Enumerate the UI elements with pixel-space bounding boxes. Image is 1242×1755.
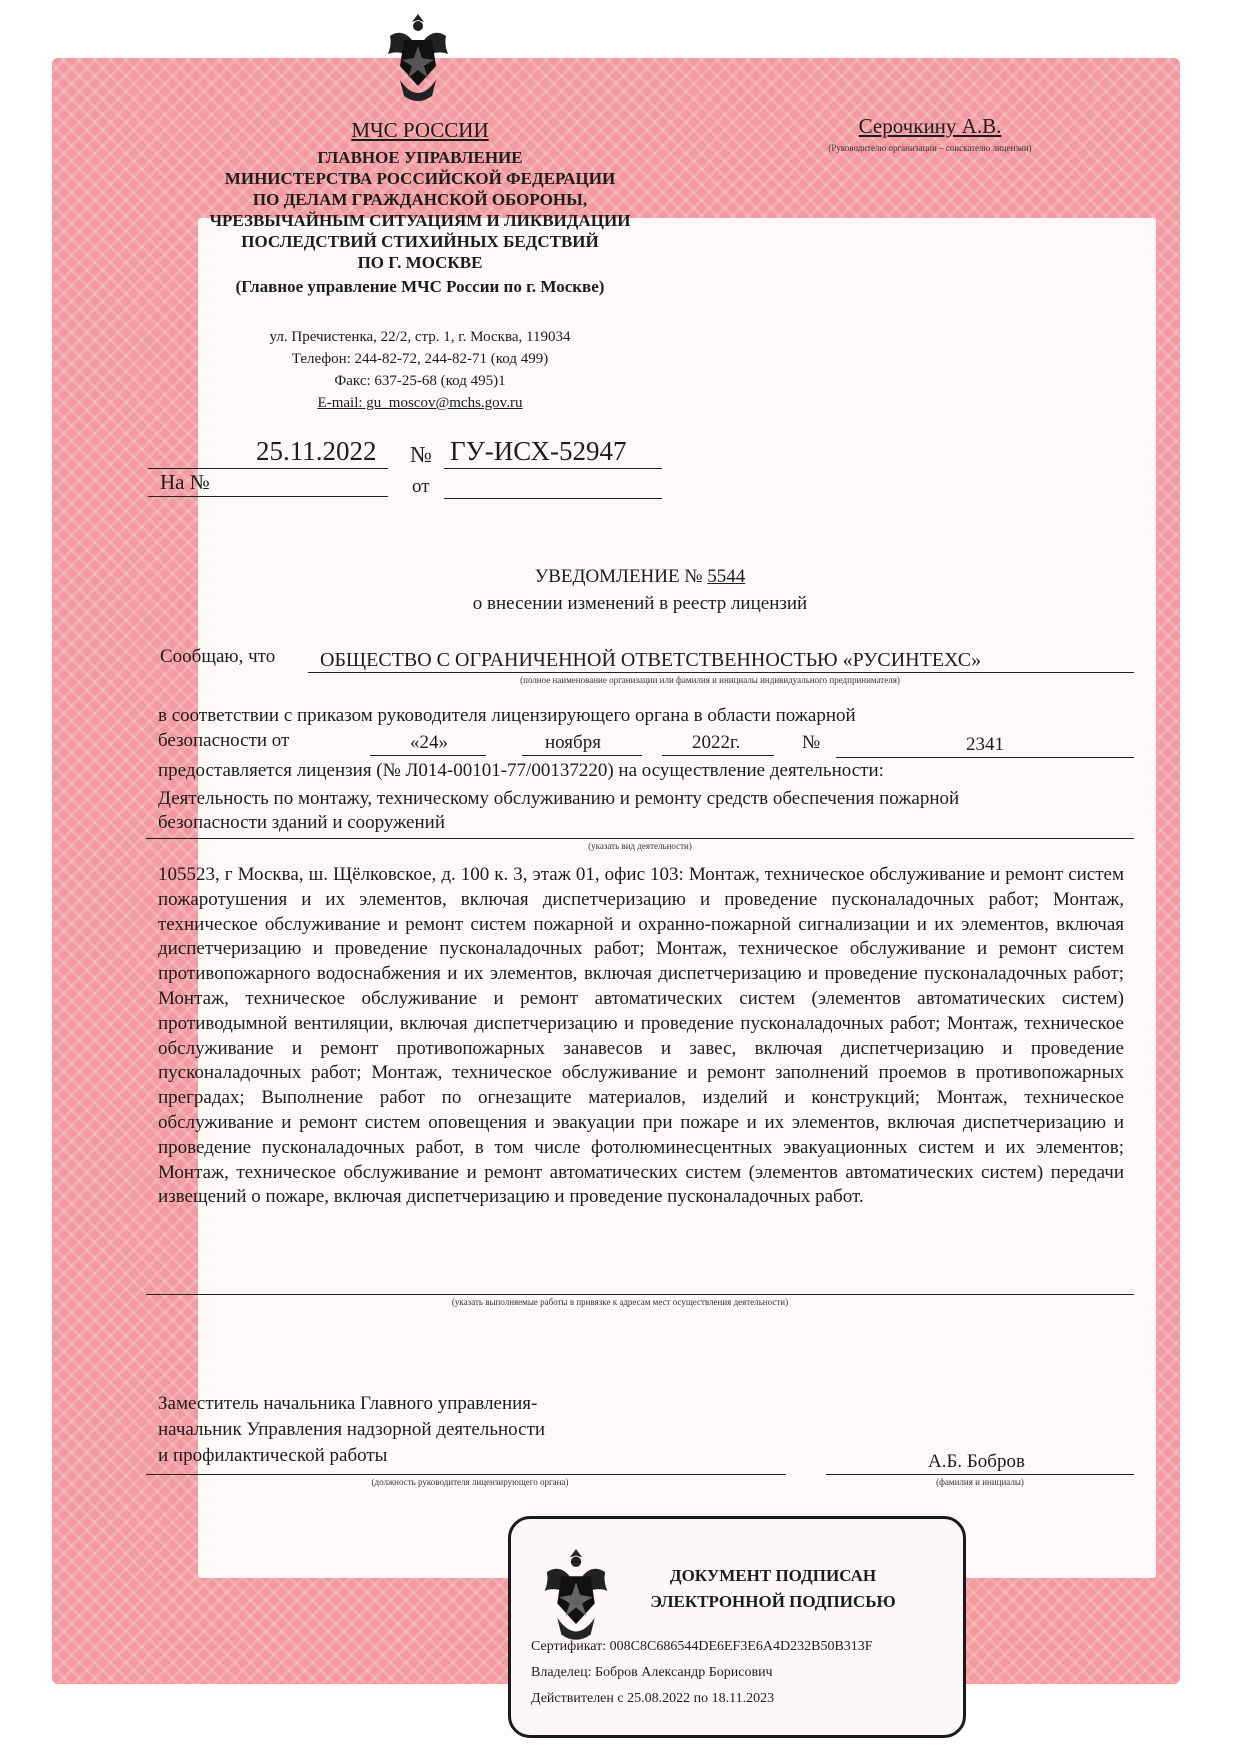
organization-caption: (полное наименование организации или фамилия и инициалы индивидуального предпринимателя): [520, 675, 900, 685]
order-number-underline: [836, 757, 1134, 758]
order-month: ноября: [545, 732, 601, 753]
in-reply-label: На №: [160, 470, 210, 494]
notice-title: [420, 565, 860, 589]
order-number-sign: №: [802, 732, 821, 753]
signatory-position-line: Заместитель начальника Главного управления-: [158, 1393, 538, 1414]
email: E-mail: gu_moscov@mchs.gov.ru: [317, 395, 523, 411]
header-title-line: ЧРЕЗВЫЧАЙНЫМ СИТУАЦИЯМ И ЛИКВИДАЦИИ: [209, 211, 631, 230]
notice-title-prefix: УВЕДОМЛЕНИЕ №: [534, 566, 703, 587]
order-year-underline: [662, 755, 774, 756]
activity-line-2: безопасности зданий и сооружений: [158, 812, 445, 833]
header-title-line: ГЛАВНОЕ УПРАВЛЕНИЕ: [317, 148, 523, 167]
stamp-title-line: ДОКУМЕНТ ПОДПИСАН: [669, 1566, 877, 1585]
signatory-position-line: и профилактической работы: [158, 1445, 388, 1466]
signatory-position: [158, 1391, 545, 1469]
from-underline: [444, 498, 662, 499]
order-line-1: в соответствии с приказом руководителя лицензирующего органа в области пожарной: [158, 705, 856, 726]
contact-block: [180, 326, 660, 414]
position-caption: (должность руководителя лицензирующего органа): [371, 1477, 569, 1487]
recipient-caption: (Руководителю организации – соискателю лицензии): [828, 143, 1032, 153]
order-year: 2022г.: [692, 732, 741, 753]
header-title-line: (Главное управление МЧС России по г. Москве): [235, 277, 605, 296]
notice-subtitle: о внесении изменений в реестр лицензий: [472, 593, 808, 614]
works-caption: (указать выполняемые работы в привязке к адресам мест осуществления деятельности): [451, 1297, 789, 1307]
date-underline: [148, 468, 388, 469]
phone: Телефон: 244-82-72, 244-82-71 (код 499): [291, 351, 549, 367]
signatory-name-underline: [826, 1474, 1134, 1475]
stamp-validity: Действителен с 25.08.2022 по 18.11.2023: [531, 1691, 775, 1706]
order-month-underline: [522, 755, 642, 756]
activity-line-1: Деятельность по монтажу, техническому обслуживанию и ремонту средств обеспечения пожарной: [158, 788, 960, 809]
from-label: от: [412, 476, 430, 497]
license-line: предоставляется лицензия (№ Л014-00101-77/00137220) на осуществление деятельности:: [158, 760, 884, 781]
stamp-title: [623, 1563, 923, 1615]
outgoing-date: 25.11.2022: [256, 436, 377, 466]
outgoing-number: ГУ-ИСХ-52947: [450, 436, 627, 466]
works-underline: [146, 1294, 1134, 1295]
mchs-emblem-icon: [380, 10, 456, 106]
in-reply-underline: [148, 496, 388, 497]
outgoing-number-sign: №: [410, 442, 432, 467]
header-title: [180, 147, 660, 297]
header-title-line: МИНИСТЕРСТВА РОССИЙСКОЙ ФЕДЕРАЦИИ: [224, 169, 616, 188]
stamp-certificate: Сертификат: 008C8C686544DE6EF3E6A4D232B50B313F: [531, 1639, 873, 1654]
stamp-title-line: ЭЛЕКТРОННОЙ ПОДПИСЬЮ: [650, 1592, 896, 1611]
report-label: Сообщаю, что: [160, 646, 276, 667]
fax: Факс: 637-25-68 (код 495)1: [334, 373, 506, 389]
order-number: 2341: [966, 734, 1004, 755]
activity-caption: (указать вид деятельности): [588, 841, 692, 851]
header-title-line: ПО Г. МОСКВЕ: [357, 253, 483, 272]
organization-name: ОБЩЕСТВО С ОГРАНИЧЕННОЙ ОТВЕТСТВЕННОСТЬЮ «РУСИНТЕХС»: [320, 649, 982, 671]
activity-underline: [146, 838, 1134, 839]
address: ул. Пречистенка, 22/2, стр. 1, г. Москва, 119034: [269, 329, 571, 345]
organization-underline: [308, 672, 1134, 673]
recipient-name: Серочкину А.В.: [858, 114, 1002, 138]
stamp-owner: Владелец: Бобров Александр Борисович: [531, 1665, 773, 1680]
position-underline: [146, 1474, 786, 1475]
number-underline: [444, 468, 662, 469]
stamp-emblem-icon: [535, 1545, 617, 1645]
signatory-name: А.Б. Бобров: [928, 1451, 1025, 1472]
signatory-position-line: начальник Управления надзорной деятельности: [158, 1419, 546, 1440]
order-day-underline: [370, 755, 486, 756]
notice-number: 5544: [707, 566, 746, 587]
header-title-line: ПО ДЕЛАМ ГРАЖДАНСКОЙ ОБОРОНЫ,: [252, 190, 588, 209]
e-signature-stamp: [508, 1516, 966, 1738]
header-title-line: ПОСЛЕДСТВИЙ СТИХИЙНЫХ БЕДСТВИЙ: [241, 232, 599, 251]
works-text: 105523, г Москва, ш. Щёлковское, д. 100 к. 3, этаж 01, офис 103: Монтаж, техническое обслуживание и ремонт систем пожаротушения и их элементов, включая диспетчеризацию и проведение пусконаладочных работ; Монтаж, техническое обслуживание и ремонт систем пожарной и охранно-пожарной сигнализации и их элементов, включая диспетчеризацию и проведение пусконаладочных работ; Монтаж, техническое обслуживание и ремонт систем противопожарного водоснабжения и их элементов, включая диспетчеризацию и проведение пусконаладочных работ; Монтаж, техническое обслуживание и ремонт автоматических систем (элементов автоматических систем) противодымной вентиляции, включая диспетчеризацию и проведение пусконаладочных работ; Монтаж, техническое обслуживание и ремонт противопожарных занавесов и завес, включая диспетчеризацию и проведение пусконаладочных работ; Монтаж, техническое обслуживание и ремонт заполнений проемов в противопожарных преградах; Выполнение работ по огнезащите материалов, изделий и конструкций; Монтаж, техническое обслуживание и ремонт систем оповещения и эвакуации при пожаре и их элементов, включая диспетчеризацию и проведение пусконаладочных работ, в том числе фотолюминесцентных эвакуационных систем и их элементов; Монтаж, техническое обслуживание и ремонт автоматических систем (элементов автоматических систем) передачи извещений о пожаре, включая диспетчеризацию и проведение пусконаладочных работ.: [158, 864, 1124, 1208]
order-day: «24»: [410, 732, 448, 753]
signatory-name-caption: (фамилия и инициалы): [936, 1477, 1024, 1487]
agency-name: МЧС РОССИИ: [351, 118, 489, 142]
order-line-2-label: безопасности от: [158, 730, 290, 751]
